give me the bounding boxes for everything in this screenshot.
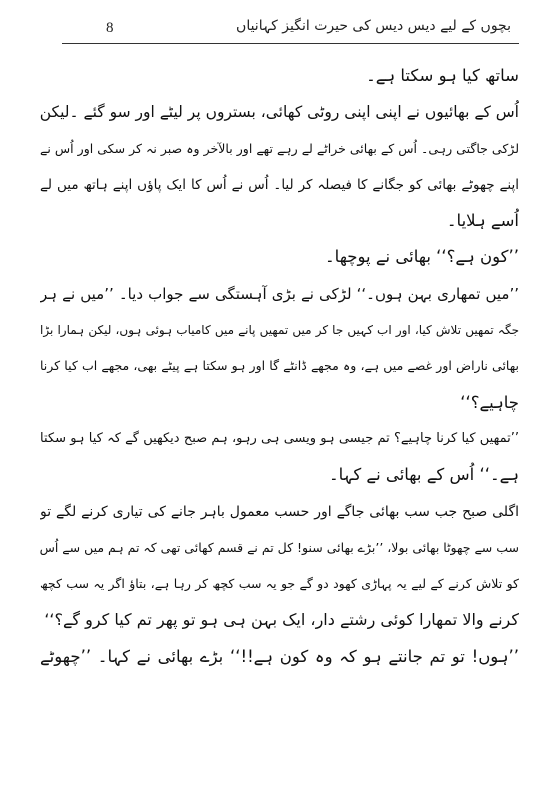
- text-line: اپنے چھوٹے بھائی کو جگانے کا فیصلہ کر لیا۔ اُس نے اُس کا ایک پاؤں اپنے ہاتھ میں لے: [40, 176, 519, 193]
- text-line: کو تلاش کرنے کے لیے یہ پہاڑی کھود دو گے جو یہ سب کچھ کر رہا ہے، بتاؤ اگر یہ سب کچھ: [40, 576, 519, 592]
- text-line: ’’تمھیں کیا کرنا چاہیے؟ تم جیسی ہو ویسی ہی رہو، ہم صبح دیکھیں گے کہ کیا ہو سکتا: [40, 430, 519, 446]
- text-line: ’’کون ہے؟‘‘ بھائی نے پوچھا۔: [325, 247, 519, 267]
- text-line: ساتھ کیا ہو سکتا ہے۔: [366, 66, 519, 85]
- text-line: ہے۔‘‘ اُس کے بھائی نے کہا۔: [328, 465, 519, 485]
- page-header: [62, 14, 519, 44]
- text-line: اگلی صبح جب سب بھائی جاگے اور حسب معمول باہر جانے کی تیاری کرنے لگے تو: [40, 503, 519, 520]
- page-number: 8: [106, 20, 114, 36]
- book-title: بچوں کے لیے دیس دیس کی حیرت انگیز کہانیاں: [236, 18, 511, 34]
- text-line: کرنے والا تمھارا کوئی رشتے دار، ایک بہن ہی ہو تو پھر تم کیا کرو گے؟‘‘: [44, 610, 519, 630]
- text-line: اُسے ہلایا۔: [446, 211, 519, 231]
- text-line: لڑکی جاگتی رہی۔ اُس کے بھائی خراٹے لے رہے تھے اور بالآخر وہ صبر نہ کر سکی اور اُس نے: [40, 140, 519, 156]
- text-line: چاہیے؟‘‘: [460, 392, 519, 412]
- text-line: اُس کے بھائیوں نے اپنی اپنی روٹی کھائی، بستروں پر لیٹے اور سو گئے ۔لیکن: [40, 103, 519, 122]
- text-line: بھائی ناراض اور غصے میں ہے، وہ مجھے ڈانٹے گا اور ہو سکتا ہے پیٹے بھی، مجھے اب کیا کرنا: [40, 358, 519, 374]
- header-rule: [62, 43, 519, 44]
- text-line: جگہ تمھیں تلاش کیا، اور اب کہیں جا کر میں تمھیں پانے میں کامیاب ہوئی ہوں، لیکن ہمارا بڑا: [40, 323, 519, 338]
- text-line: ’’ہوں! تو تم جانتے ہو کہ وہ کون ہے!!‘‘ بڑے بھائی نے کہا۔ ’’چھوٹے: [40, 646, 519, 666]
- text-line: سب سے چھوٹا بھائی بولا، ’’بڑے بھائی سنو! کل تم نے قسم کھائی تھی کہ تم ہم میں سے اُس: [40, 539, 519, 555]
- body-text: [40, 58, 519, 675]
- text-line: ’’میں تمھاری بہن ہوں۔‘‘ لڑکی نے بڑی آہستگی سے جواب دیا۔ ’’میں نے ہر: [40, 284, 519, 303]
